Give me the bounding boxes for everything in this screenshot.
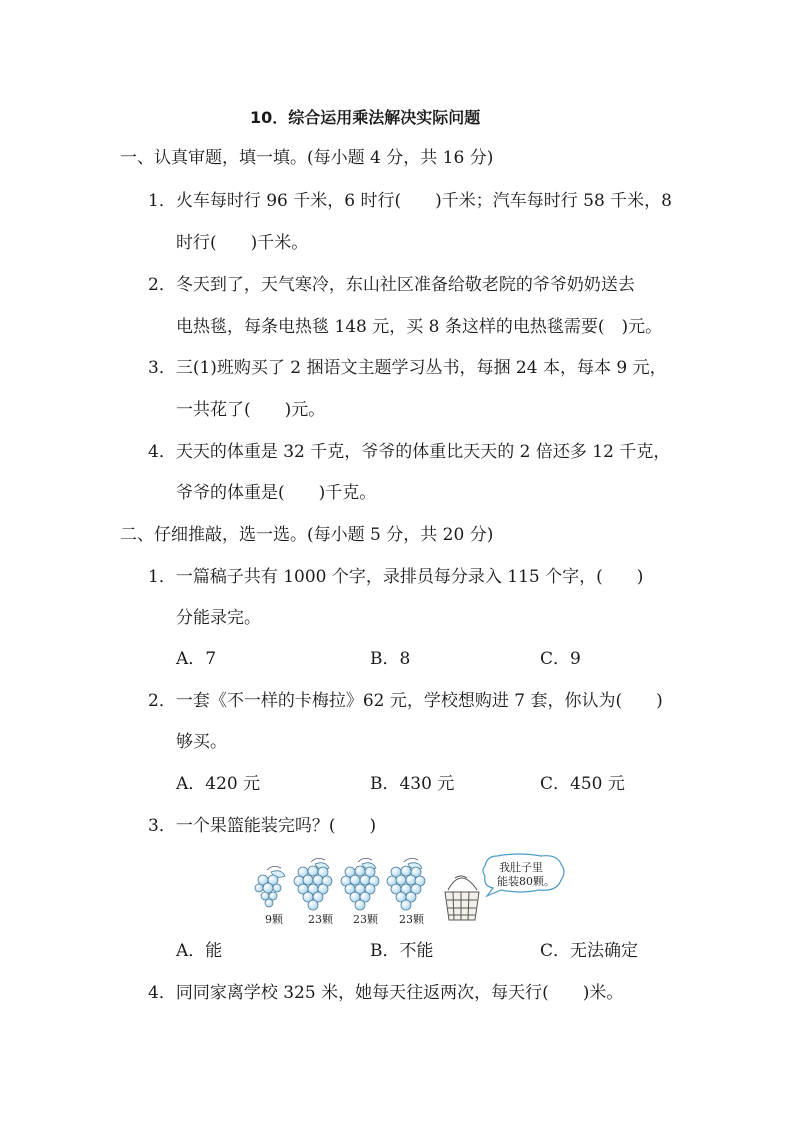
s2-q3-option-b[interactable]: B．不能 bbox=[370, 941, 434, 961]
s2-q2-option-c[interactable]: C．450 元 bbox=[540, 774, 625, 794]
grape-label-3: 23颗 bbox=[353, 913, 378, 926]
basket-icon bbox=[445, 876, 479, 920]
s1-q4-line2: 爷爷的体重是( )千克。 bbox=[176, 483, 377, 503]
s1-q2-line1: 2．冬天到了，天气寒冷，东山社区准备给敬老院的爷爷奶奶送去 bbox=[148, 275, 635, 295]
grape-label-4: 23颗 bbox=[399, 913, 424, 926]
section-2-heading: 二、仔细推敲，选一选。(每小题 5 分，共 20 分) bbox=[120, 525, 494, 545]
s1-q4-line1: 4．天天的体重是 32 千克，爷爷的体重比天天的 2 倍还多 12 千克， bbox=[148, 442, 671, 462]
bubble-line-1: 我肚子里 bbox=[499, 861, 543, 874]
s1-q3-line1: 3．三(1)班购买了 2 捆语文主题学习丛书，每捆 24 本，每本 9 元， bbox=[148, 358, 667, 378]
s2-q2-line1: 2．一套《不一样的卡梅拉》62 元，学校想购进 7 套，你认为( ) bbox=[148, 691, 663, 711]
grape-bunch-3 bbox=[341, 858, 379, 910]
grape-bunch-1 bbox=[255, 866, 285, 907]
s2-q2-line2: 够买。 bbox=[176, 732, 227, 752]
s2-q2-option-a[interactable]: A．420 元 bbox=[176, 774, 261, 794]
s2-q4-line1: 4．同同家离学校 325 米，她每天往返两次，每天行( )米。 bbox=[148, 983, 624, 1003]
section-1-heading: 一、认真审题，填一填。(每小题 4 分，共 16 分) bbox=[120, 148, 494, 168]
s1-q3-line2: 一共花了( )元。 bbox=[176, 400, 326, 420]
s1-q1-line2: 时行( )千米。 bbox=[176, 233, 309, 253]
grape-label-2: 23颗 bbox=[308, 913, 333, 926]
s1-q1-line1: 1．火车每时行 96 千米，6 时行( )千米；汽车每时行 58 千米，8 bbox=[148, 191, 672, 211]
s2-q1-option-c[interactable]: C．9 bbox=[540, 649, 581, 669]
s2-q1-option-b[interactable]: B．8 bbox=[370, 649, 411, 669]
grape-label-1: 9颗 bbox=[265, 913, 283, 926]
s1-q2-line2: 电热毯，每条电热毯 148 元，买 8 条这样的电热毯需要( )元。 bbox=[176, 317, 663, 337]
speech-bubble bbox=[483, 854, 564, 896]
grape-basket-illustration bbox=[245, 850, 585, 940]
s2-q3-line1: 3．一个果篮能装完吗？( ) bbox=[148, 816, 377, 836]
s2-q3-option-a[interactable]: A．能 bbox=[176, 941, 223, 961]
s2-q1-line2: 分能录完。 bbox=[176, 608, 261, 628]
s2-q1-line1: 1．一篇稿子共有 1000 个字，录排员每分录入 115 个字，( ) bbox=[148, 567, 644, 587]
bubble-line-2: 能装80颗。 bbox=[497, 875, 555, 888]
grape-bunch-2 bbox=[294, 858, 332, 910]
grape-bunch-4 bbox=[387, 858, 425, 910]
s2-q2-option-b[interactable]: B．430 元 bbox=[370, 774, 455, 794]
page-title: 10．综合运用乘法解决实际问题 bbox=[250, 108, 481, 127]
s2-q1-option-a[interactable]: A．7 bbox=[176, 649, 217, 669]
s2-q3-option-c[interactable]: C．无法确定 bbox=[540, 941, 639, 961]
